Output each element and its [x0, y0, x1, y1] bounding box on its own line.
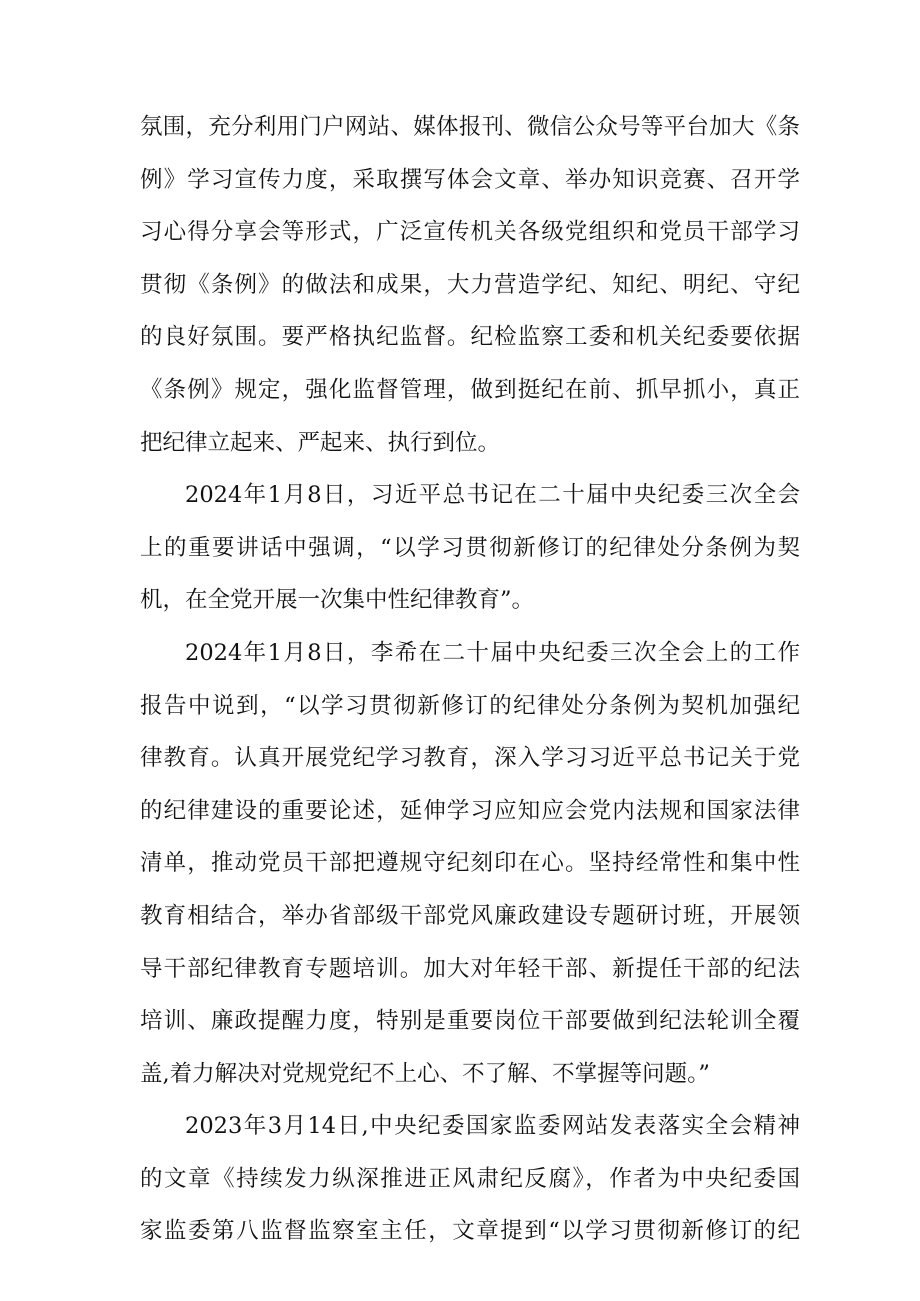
text-line: 清单，推动党员干部把遵规守纪刻印在心。坚持经常性和集中性 — [140, 850, 800, 877]
text-line: 《条例》规定，强化监督管理，做到挺纪在前、抓早抓小，真正 — [140, 376, 800, 403]
text-line: 的良好氛围。要严格执纪监督。纪检监察工委和机关纪委要依据 — [140, 324, 800, 351]
document-body — [140, 101, 800, 1258]
text-line: 报告中说到，“以学习贯彻新修订的纪律处分条例为契机加强纪 — [140, 692, 800, 719]
paragraph — [140, 1100, 800, 1258]
paragraph — [140, 627, 800, 1100]
text-line: 习心得分享会等形式，广泛宣传机关各级党组织和党员干部学习 — [140, 219, 800, 246]
text-line: 2023年3月14日,中央纪委国家监委网站发表落实全会精神 — [185, 1113, 800, 1140]
text-line: 培训、廉政提醒力度，特别是重要岗位干部要做到纪法轮训全覆 — [140, 1008, 800, 1035]
text-line: 的文章《持续发力纵深推进正风肃纪反腐》，作者为中央纪委国 — [140, 1165, 800, 1192]
text-line: 氛围，充分利用门户网站、媒体报刊、微信公众号等平台加大《条 — [140, 114, 800, 140]
text-line: 把纪律立起来、严起来、执行到位。 — [140, 429, 501, 456]
text-line: 家监委第八监督监察室主任，文章提到“以学习贯彻新修订的纪 — [140, 1218, 800, 1245]
paragraph — [140, 101, 800, 469]
text-line: 导干部纪律教育专题培训。加大对年轻干部、新提任干部的纪法 — [140, 955, 800, 982]
paragraph — [140, 469, 800, 627]
text-line: 上的重要讲话中强调，“以学习贯彻新修订的纪律处分条例为契 — [140, 534, 800, 561]
text-line: 例》学习宣传力度，采取撰写体会文章、举办知识竞赛、召开学 — [140, 166, 800, 193]
text-line: 教育相结合，举办省部级干部党风廉政建设专题研讨班，开展领 — [140, 902, 800, 929]
text-line: 机，在全党开展一次集中性纪律教育”。 — [140, 587, 535, 614]
text-line: 贯彻《条例》的做法和成果，大力营造学纪、知纪、明纪、守纪 — [140, 271, 800, 298]
text-line: 的纪律建设的重要论述，延伸学习应知应会党内法规和国家法律 — [140, 797, 800, 824]
text-line: 律教育。认真开展党纪学习教育，深入学习习近平总书记关于党 — [140, 745, 800, 772]
text-line: 2024年1月8日，习近平总书记在二十届中央纪委三次全会 — [185, 482, 800, 509]
text-line: 盖,着力解决对党规党纪不上心、不了解、不掌握等问题。” — [140, 1060, 710, 1087]
text-line: 2024年1月8日，李希在二十届中央纪委三次全会上的工作 — [185, 639, 800, 666]
